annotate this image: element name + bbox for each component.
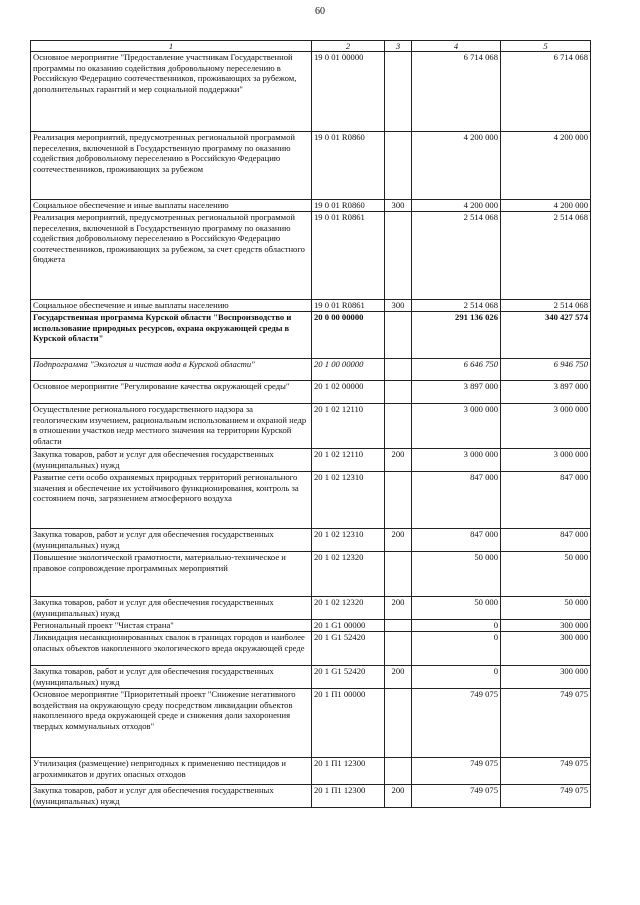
row-name: Основное мероприятие "Регулирование качества окружающей среды" [31, 381, 312, 404]
row-code: 20 1 00 00000 [312, 359, 385, 381]
row-amount-1: 847 000 [412, 529, 501, 552]
row-code: 19 0 01 00000 [312, 52, 385, 132]
row-amount-1: 749 075 [412, 785, 501, 808]
row-amount-1: 291 136 026 [412, 312, 501, 359]
row-amount-1: 4 200 000 [412, 132, 501, 200]
table-row [31, 381, 591, 404]
table-row [31, 620, 591, 632]
row-vr: 200 [385, 666, 412, 689]
row-name: Подпрограмма "Экология и чистая вода в Курской области" [31, 359, 312, 381]
budget-table [30, 40, 591, 808]
row-code: 19 0 01 R0861 [312, 212, 385, 300]
row-amount-2: 749 075 [501, 785, 591, 808]
row-amount-1: 4 200 000 [412, 200, 501, 212]
table-row [31, 597, 591, 620]
row-vr [385, 381, 412, 404]
row-amount-1: 3 897 000 [412, 381, 501, 404]
table-row [31, 689, 591, 758]
row-name: Закупка товаров, работ и услуг для обеспечения государственных (муниципальных) нужд [31, 597, 312, 620]
table-row [31, 666, 591, 689]
row-amount-1: 2 514 068 [412, 300, 501, 312]
row-vr: 200 [385, 529, 412, 552]
row-name: Закупка товаров, работ и услуг для обеспечения государственных (муниципальных) нужд [31, 785, 312, 808]
row-name: Основное мероприятие "Предоставление участникам Государственной программы по оказанию содействия добровольному переселению в Российскую Федерацию соотечественников, проживающих за рубежом, дополнительных гарантий и мер социальной поддержки" [31, 52, 312, 132]
row-code: 20 1 G1 52420 [312, 632, 385, 666]
row-amount-1: 749 075 [412, 689, 501, 758]
row-code: 19 0 01 R0860 [312, 200, 385, 212]
table-row [31, 52, 591, 132]
row-amount-1: 50 000 [412, 597, 501, 620]
row-name: Закупка товаров, работ и услуг для обеспечения государственных (муниципальных) нужд [31, 529, 312, 552]
row-vr [385, 52, 412, 132]
header-col-1: 1 [31, 41, 312, 52]
row-code: 20 1 02 12310 [312, 472, 385, 529]
row-name: Социальное обеспечение и иные выплаты населению [31, 200, 312, 212]
row-name: Региональный проект "Чистая страна" [31, 620, 312, 632]
row-code: 20 1 П1 12300 [312, 785, 385, 808]
row-name: Государственная программа Курской области "Воспроизводство и использование природных ресурсов, охрана окружающей среды в Курской области" [31, 312, 312, 359]
row-vr [385, 552, 412, 597]
row-amount-2: 749 075 [501, 689, 591, 758]
row-vr [385, 758, 412, 785]
row-amount-2: 50 000 [501, 597, 591, 620]
row-amount-1: 2 514 068 [412, 212, 501, 300]
table-row [31, 758, 591, 785]
row-amount-2: 6 946 750 [501, 359, 591, 381]
table-row [31, 785, 591, 808]
row-amount-2: 6 714 068 [501, 52, 591, 132]
row-amount-2: 300 000 [501, 620, 591, 632]
row-name: Социальное обеспечение и иные выплаты населению [31, 300, 312, 312]
row-amount-2: 3 000 000 [501, 404, 591, 449]
row-amount-1: 749 075 [412, 758, 501, 785]
row-code: 20 1 G1 52420 [312, 666, 385, 689]
row-code: 20 1 П1 00000 [312, 689, 385, 758]
page-number: 60 [315, 6, 325, 17]
table-row [31, 300, 591, 312]
header-col-2: 2 [312, 41, 385, 52]
row-amount-2: 847 000 [501, 472, 591, 529]
row-vr [385, 620, 412, 632]
row-vr [385, 132, 412, 200]
row-amount-1: 3 000 000 [412, 449, 501, 472]
table-row [31, 632, 591, 666]
row-name: Реализация мероприятий, предусмотренных региональной программой переселения, включенной в Государственную программу по оказанию содействия добровольному переселению в Российскую Федерацию соотечественников, проживающих за рубежом, за счет средств областного бюджета [31, 212, 312, 300]
row-vr: 300 [385, 300, 412, 312]
row-name: Реализация мероприятий, предусмотренных региональной программой переселения, включенной в Государственную программу по оказанию содействия добровольному переселению в Российскую Федерацию соотечественников, проживающих за рубежом [31, 132, 312, 200]
row-code: 20 1 02 12110 [312, 404, 385, 449]
row-name: Повышение экологической грамотности, материально-техническое и правовое сопровождение программных мероприятий [31, 552, 312, 597]
table-body [31, 52, 591, 808]
row-amount-2: 300 000 [501, 666, 591, 689]
row-code: 20 1 02 12320 [312, 552, 385, 597]
row-amount-2: 340 427 574 [501, 312, 591, 359]
row-amount-1: 6 646 750 [412, 359, 501, 381]
row-amount-2: 4 200 000 [501, 200, 591, 212]
row-name: Утилизация (размещение) непригодных к применению пестицидов и агрохимикатов и других опасных отходов [31, 758, 312, 785]
row-amount-2: 50 000 [501, 552, 591, 597]
row-amount-1: 50 000 [412, 552, 501, 597]
row-amount-1: 0 [412, 632, 501, 666]
row-vr [385, 212, 412, 300]
row-amount-2: 749 075 [501, 758, 591, 785]
table-row [31, 132, 591, 200]
row-amount-2: 300 000 [501, 632, 591, 666]
table-header-row [31, 41, 591, 52]
row-code: 20 1 G1 00000 [312, 620, 385, 632]
row-name: Основное мероприятие "Приоритетный проект "Снижение негативного воздействия на окружающую среду посредством ликвидации объектов накопленного вреда окружающей среде и снижения доли захоронения твердых коммунальных отходов" [31, 689, 312, 758]
row-name: Закупка товаров, работ и услуг для обеспечения государственных (муниципальных) нужд [31, 449, 312, 472]
header-col-3: 3 [385, 41, 412, 52]
table-row [31, 449, 591, 472]
table-row [31, 312, 591, 359]
row-vr [385, 689, 412, 758]
row-vr [385, 404, 412, 449]
row-code: 20 1 П1 12300 [312, 758, 385, 785]
table-row [31, 212, 591, 300]
row-vr [385, 632, 412, 666]
row-code: 20 1 02 12320 [312, 597, 385, 620]
row-vr: 200 [385, 449, 412, 472]
table-row [31, 359, 591, 381]
row-code: 20 1 02 00000 [312, 381, 385, 404]
row-vr [385, 312, 412, 359]
row-code: 20 1 02 12310 [312, 529, 385, 552]
row-amount-1: 0 [412, 620, 501, 632]
row-code: 19 0 01 R0861 [312, 300, 385, 312]
row-vr: 200 [385, 597, 412, 620]
table-row [31, 472, 591, 529]
row-code: 20 0 00 00000 [312, 312, 385, 359]
row-amount-1: 847 000 [412, 472, 501, 529]
table-row [31, 404, 591, 449]
table-row [31, 552, 591, 597]
row-amount-1: 6 714 068 [412, 52, 501, 132]
header-col-4: 4 [412, 41, 501, 52]
row-amount-1: 3 000 000 [412, 404, 501, 449]
row-amount-2: 3 897 000 [501, 381, 591, 404]
row-amount-2: 3 000 000 [501, 449, 591, 472]
table-row [31, 529, 591, 552]
row-amount-2: 847 000 [501, 529, 591, 552]
row-code: 20 1 02 12110 [312, 449, 385, 472]
row-name: Развитие сети особо охраняемых природных территорий регионального значения и обеспечение их устойчивого функционирования, контроль за состоянием почв, загрязнением атмосферного воздуха [31, 472, 312, 529]
row-vr: 200 [385, 785, 412, 808]
row-amount-2: 2 514 068 [501, 212, 591, 300]
row-name: Осуществление регионального государственного надзора за геологическим изучением, рациональным использованием и охраной недр в отношении участков недр местного значения на территории Курской области [31, 404, 312, 449]
row-amount-2: 4 200 000 [501, 132, 591, 200]
row-amount-1: 0 [412, 666, 501, 689]
table-row [31, 200, 591, 212]
header-col-5: 5 [501, 41, 591, 52]
row-code: 19 0 01 R0860 [312, 132, 385, 200]
row-vr [385, 359, 412, 381]
row-amount-2: 2 514 068 [501, 300, 591, 312]
row-vr: 300 [385, 200, 412, 212]
row-name: Ликвидация несанкционированных свалок в границах городов и наиболее опасных объектов накопленного экологического вреда окружающей среде [31, 632, 312, 666]
row-name: Закупка товаров, работ и услуг для обеспечения государственных (муниципальных) нужд [31, 666, 312, 689]
row-vr [385, 472, 412, 529]
